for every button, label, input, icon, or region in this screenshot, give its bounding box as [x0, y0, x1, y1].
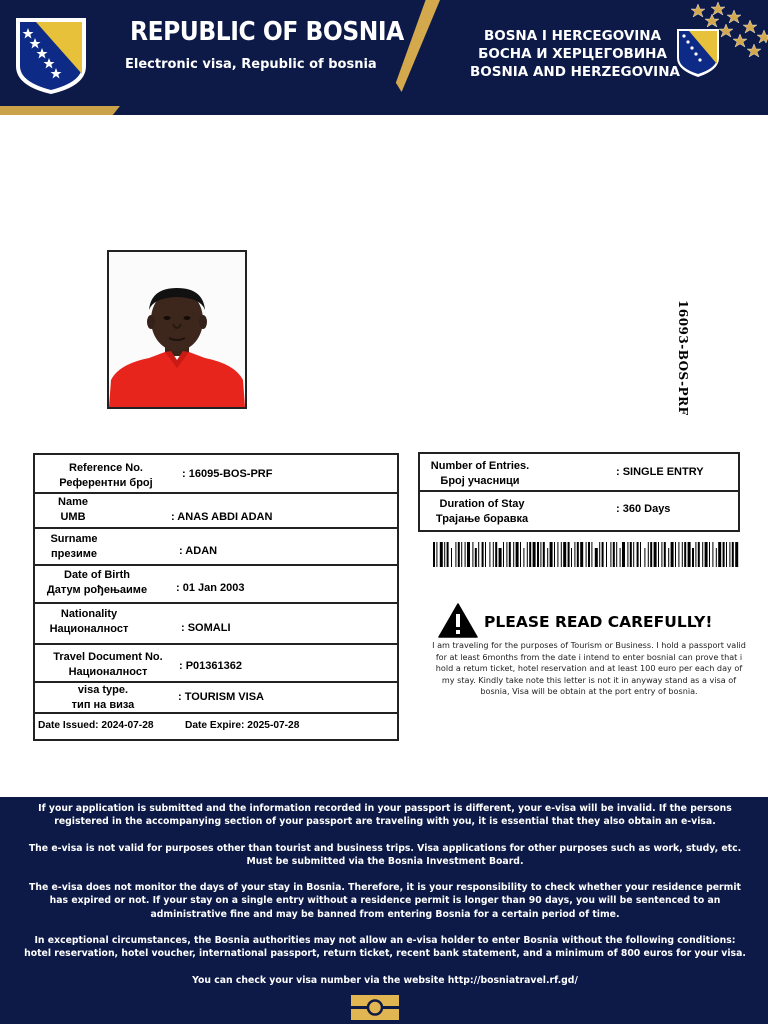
barcode-bar [472, 542, 473, 567]
barcode-bar [627, 542, 628, 567]
travel-doc-label-local: Националност [68, 666, 148, 678]
barcode-bar [698, 542, 700, 567]
footer-website: You can check your visa number via the website http://bosniatravel.rf.gd/ [192, 974, 578, 986]
barcode-bar [716, 548, 717, 567]
table-row-entries [420, 454, 738, 492]
reference-value: : 16095-BOS-PRF [182, 468, 273, 480]
entries-value: : SINGLE ENTRY [616, 466, 704, 478]
barcode-bar [630, 542, 632, 567]
barcode-bar [616, 542, 617, 567]
barcode-bar [668, 548, 669, 567]
duration-label-local: Трајање боравка [435, 513, 529, 525]
barcode-bar [513, 542, 514, 567]
country-names [470, 27, 680, 81]
barcode-bar [547, 548, 548, 567]
barcode-bar [729, 542, 730, 567]
barcode-bar [509, 542, 511, 567]
dob-label-local: Датум рођењаиме [46, 584, 148, 596]
barcode-bar [467, 542, 470, 567]
footer-paragraph: In exceptional circumstances, the Bosnia authorities may not allow an e-visa holder to enter Bosnia without the following conditions: hotel reservation, hotel voucher, international passport, return ticket, recent bank statement, and a minimum of 800 euros for your visa. [24, 935, 746, 960]
entries-label-local: Број учасници [440, 475, 520, 487]
barcode-bar [571, 548, 572, 567]
barcode-bar [455, 542, 456, 567]
warning-triangle-icon [438, 603, 478, 638]
barcode-bar [702, 542, 703, 567]
reference-label-local: Референтни број [59, 477, 153, 489]
barcode-bar [540, 542, 541, 567]
country-name-english: BOSNIA AND HERZEGOVINA [470, 64, 680, 80]
travel-doc-value: : P01361362 [179, 660, 242, 672]
table-row-surname [35, 529, 397, 566]
barcode-bar [563, 542, 566, 567]
barcode-bar [675, 542, 676, 567]
barcode-bar [550, 542, 553, 567]
surname-label [35, 532, 113, 562]
footer-paragraph: The e-visa is not valid for purposes other than tourist and business trips. Visa applications for other purposes such as work, study, etc. Must be submitted via the Bosnia Investment Board. [28, 842, 742, 867]
barcode-bar [650, 542, 652, 567]
travel-doc-label [45, 650, 171, 680]
barcode-bar [433, 542, 435, 567]
footer-paragraph: If your application is submitted and the information recorded in your passport is different, your e-visa will be invalid. If the persons registered in the accompanying section of your passport are traveling with you, it is essential that they also obtain an e-visa. [38, 803, 732, 828]
travel-doc-label-en: Travel Document No. [53, 651, 163, 663]
table-row-dates [35, 714, 397, 739]
barcode-bar [695, 542, 696, 567]
barcode-bar [461, 542, 462, 567]
barcode-bar [561, 542, 562, 567]
barcode-bar [620, 548, 621, 567]
barcode-bar [658, 542, 659, 567]
barcode-bar [732, 542, 734, 567]
barcode-bar [577, 542, 579, 567]
barcode-bar [436, 542, 437, 567]
barcode-bar [516, 542, 519, 567]
barcode-bar [527, 542, 528, 567]
table-row-nationality [35, 604, 397, 645]
barcode-bar [705, 542, 708, 567]
duration-label-en: Duration of Stay [439, 498, 525, 510]
footer-paragraph: The e-visa does not monitor the days of your stay in Bosnia. Therefore, it is your responsibility to check whether your residence permit has expired or not. If your stay on a single entry without a residence permit is longer than 90 days, you will be sentenced to an administrative fine and may be banned from entering Bosnia for a certain period of time. [29, 882, 741, 920]
barcode-bar [588, 542, 590, 567]
barcode-bar [499, 548, 502, 567]
duration-value: : 360 Days [616, 503, 671, 515]
coat-of-arms-icon [676, 28, 720, 78]
barcode-bar [591, 542, 592, 567]
date-expire: Date Expire: 2025-07-28 [185, 720, 300, 731]
barcode-bar [482, 542, 484, 567]
barcode-bar [648, 542, 649, 567]
country-name-cyrillic: БОСНА И ХЕРЦЕГОВИНА [478, 46, 667, 62]
barcode-bar [465, 542, 466, 567]
barcode-bar [709, 542, 710, 567]
barcode-bar [537, 542, 539, 567]
barcode-bar [606, 542, 607, 567]
barcode-bar [440, 542, 443, 567]
name-value: : ANAS ABDI ADAN [171, 511, 273, 523]
notice-text: I am traveling for the purposes of Tourism or Business. I hold a passport valid for at least 6months from the date i intend to enter bosnial can prove that i hold a retum ticket, hotel reservation and at least 100 euro per each day of my stay. Kindly take note this letter is not it in anyway stand as a visa of bosnia, Visa will be obtain at the port entry of bosnia. [432, 640, 746, 697]
date-issued: Date Issued: 2024-07-28 [38, 720, 154, 731]
applicant-details-table [33, 453, 399, 741]
surname-label-local: презиме [51, 548, 97, 560]
barcode-bar [495, 542, 497, 567]
barcode-bar [543, 542, 545, 567]
barcode-bar [506, 542, 507, 567]
barcode-bar [580, 542, 583, 567]
entries-label [426, 459, 534, 489]
surname-label-en: Surname [50, 533, 98, 545]
visa-type-label-local: тип на виза [71, 699, 135, 711]
barcode-bar [664, 542, 666, 567]
name-label-local: UMB [60, 511, 86, 523]
reference-label-en: Reference No. [69, 462, 143, 474]
barcode-bar [458, 542, 460, 567]
barcode-bar [654, 542, 657, 567]
barcode-bar [633, 542, 634, 567]
duration-label [424, 497, 540, 527]
table-row-name [35, 494, 397, 529]
barcode-bar [451, 548, 452, 567]
nationality-label [37, 607, 141, 637]
nationality-label-local: Националност [49, 623, 129, 635]
barcode-bar [533, 542, 536, 567]
barcode-bar [444, 542, 445, 567]
barcode-bar [489, 542, 490, 567]
barcode-bar [678, 542, 679, 567]
barcode-bar [503, 542, 504, 567]
table-row-dob [35, 566, 397, 604]
coat-of-arms-icon [14, 16, 88, 96]
name-label [35, 495, 111, 525]
table-row-reference [35, 455, 397, 494]
visa-type-label-en: visa type. [77, 684, 129, 696]
dob-label [37, 568, 157, 598]
barcode-bar [718, 542, 721, 567]
nationality-value: : SOMALI [181, 622, 231, 634]
dob-label-en: Date of Birth [64, 569, 130, 581]
barcode-bar [726, 542, 727, 567]
barcode-bar [586, 542, 587, 567]
barcode-bar [735, 542, 738, 567]
table-row-duration [420, 492, 738, 530]
barcode-bar [622, 542, 625, 567]
barcode-bar [595, 548, 598, 567]
barcode-bar [523, 548, 524, 567]
vertical-reference-number: 16093-BOS-PRF [676, 300, 690, 416]
barcode-bar [529, 542, 531, 567]
notice-title: PLEASE READ CAREFULLY! [484, 613, 713, 631]
barcode-bar [712, 542, 713, 567]
barcode-bar [637, 542, 639, 567]
reference-label [51, 461, 161, 491]
visa-type-value: : TOURISM VISA [178, 691, 264, 703]
barcode-bar [661, 542, 662, 567]
barcode-bar [671, 542, 674, 567]
barcode-bar [447, 542, 449, 567]
header-banner [0, 0, 768, 115]
footer-info [0, 797, 768, 1024]
nationality-label-en: Nationality [60, 608, 118, 620]
country-name-bosnian: BOSNA I HERCEGOVINA [483, 28, 662, 44]
barcode-bar [682, 542, 683, 567]
barcode-bar [688, 542, 691, 567]
barcode-bar [574, 542, 575, 567]
barcode-icon [433, 542, 740, 567]
name-label-en: Name [58, 496, 88, 508]
barcode-bar [723, 542, 725, 567]
page-title: REPUBLIC OF BOSNIA [130, 17, 404, 47]
barcode-bar [478, 542, 479, 567]
barcode-bar [640, 542, 641, 567]
entries-label-en: Number of Entries. [430, 460, 530, 472]
page-subtitle: Electronic visa, Republic of bosnia [125, 57, 377, 72]
barcode-bar [475, 548, 477, 567]
applicant-photo [107, 250, 247, 409]
barcode-bar [684, 542, 686, 567]
barcode-bar [602, 542, 604, 567]
barcode-bar [692, 548, 694, 567]
barcode-bar [610, 542, 611, 567]
barcode-bar [568, 542, 570, 567]
barcode-bar [554, 542, 555, 567]
table-row-visa-type [35, 683, 397, 714]
barcode-bar [485, 542, 486, 567]
gold-accent-bar [0, 106, 120, 115]
dob-value: : 01 Jan 2003 [176, 582, 245, 594]
barcode-bar [520, 542, 521, 567]
barcode-bar [599, 542, 600, 567]
barcode-bar [613, 542, 615, 567]
visa-type-label [55, 683, 151, 713]
barcode-bar [493, 542, 494, 567]
flag-emblem-icon [351, 995, 399, 1020]
table-row-travel-doc [35, 645, 397, 683]
footer-text-block [20, 802, 750, 1000]
entry-details-table [418, 452, 740, 532]
surname-value: : ADAN [179, 545, 218, 557]
barcode-bar [644, 548, 645, 567]
barcode-bar [557, 542, 558, 567]
